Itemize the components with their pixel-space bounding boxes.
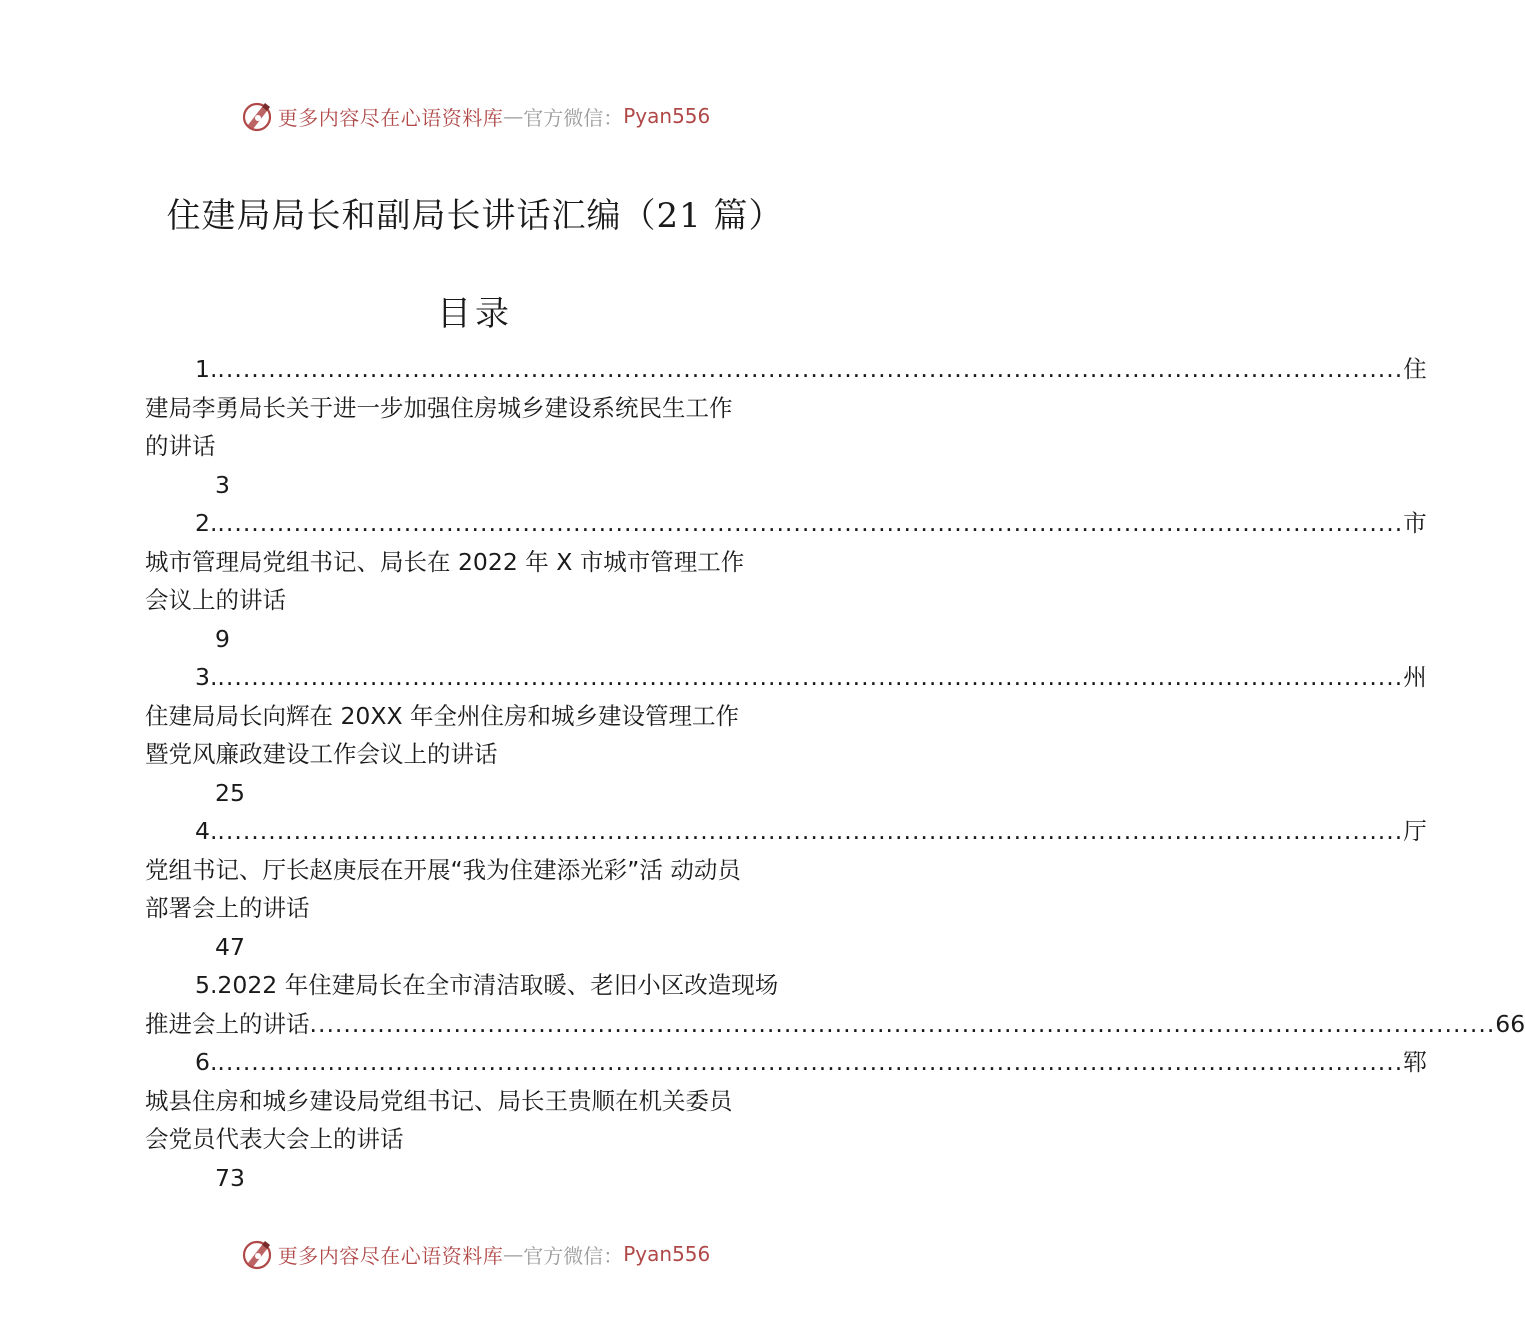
toc-entry-number: 2. bbox=[195, 509, 218, 537]
table-of-contents bbox=[145, 350, 1525, 1197]
banner-separator: — bbox=[503, 104, 524, 128]
banner-separator: — bbox=[503, 1242, 524, 1266]
leader-dots: ............................................................................................................................................ bbox=[217, 509, 1404, 537]
document-title: 住建局局长和副局长讲话汇编（21 篇） bbox=[166, 196, 784, 236]
toc-entry-page: 3 bbox=[215, 470, 230, 499]
pen-logo-icon bbox=[240, 1237, 274, 1271]
toc-entry-lead bbox=[145, 1005, 1525, 1044]
wechat-id: Pyan556 bbox=[623, 104, 711, 128]
toc-entry-text: 的讲话 bbox=[145, 432, 216, 460]
toc-entry-text: 城县住房和城乡建设局党组书记、局长王贵顺在机关委员 bbox=[145, 1086, 733, 1115]
toc-entry-number: 1. bbox=[195, 355, 218, 383]
toc-entry-page: 9 bbox=[215, 624, 230, 653]
toc-entry-head-char: 住 bbox=[1403, 355, 1427, 383]
toc-entry[interactable] bbox=[145, 812, 1427, 966]
toc-entry-text: 党组书记、厅长赵庚辰在开展“我为住建添光彩”活 动动员 bbox=[145, 855, 741, 884]
wechat-id: Pyan556 bbox=[623, 1242, 711, 1266]
toc-entry-text: 推进会上的讲话 bbox=[145, 1009, 310, 1038]
header-banner bbox=[0, 96, 950, 136]
toc-entry-head-char: 州 bbox=[1403, 663, 1427, 691]
toc-entry-text: 建局李勇局长关于进一步加强住房城乡建设系统民生工作 bbox=[145, 393, 733, 422]
toc-entry-text: 暨党风廉政建设工作会议上的讲话 bbox=[145, 740, 498, 768]
toc-entry-lead bbox=[145, 1043, 1427, 1082]
toc-entry-text: 部署会上的讲话 bbox=[145, 894, 310, 922]
toc-entry-text: 城市管理局党组书记、局长在 2022 年 X 市城市管理工作 bbox=[145, 547, 745, 576]
leader-dots: ............................................................................................................................................ bbox=[309, 1009, 1496, 1038]
toc-entry-head-char: 厅 bbox=[1403, 817, 1427, 845]
brand-text: 更多内容尽在心语资料库 bbox=[277, 1243, 504, 1268]
leader-dots: ............................................................................................................................................ bbox=[217, 355, 1404, 383]
toc-entry-text: 会议上的讲话 bbox=[145, 586, 286, 614]
toc-entry-page: 66 bbox=[1495, 1009, 1525, 1038]
toc-entry-number: 3. bbox=[195, 663, 218, 691]
toc-entry-head-char: 郓 bbox=[1403, 1048, 1427, 1076]
toc-entry[interactable] bbox=[145, 966, 1525, 1043]
toc-entry-number: 4. bbox=[195, 817, 218, 845]
leader-dots: ............................................................................................................................................ bbox=[217, 1048, 1404, 1076]
toc-entry[interactable] bbox=[145, 504, 1427, 658]
toc-entry[interactable] bbox=[145, 1043, 1427, 1197]
wechat-label: 官方微信： bbox=[523, 105, 624, 130]
wechat-label: 官方微信： bbox=[523, 1243, 624, 1268]
toc-entry-text: 5.2022 年住建局长在全市清洁取暖、老旧小区改造现场 bbox=[195, 971, 779, 999]
pen-logo-icon bbox=[240, 99, 274, 133]
leader-dots: ............................................................................................................................................ bbox=[217, 817, 1404, 845]
toc-entry[interactable] bbox=[145, 658, 1427, 812]
leader-dots: ............................................................................................................................................ bbox=[217, 663, 1404, 691]
toc-entry[interactable] bbox=[145, 350, 1427, 504]
toc-entry-text: 会党员代表大会上的讲话 bbox=[145, 1125, 404, 1153]
brand-text: 更多内容尽在心语资料库 bbox=[277, 105, 504, 130]
toc-entry-lead bbox=[145, 504, 1427, 543]
toc-entry-lead bbox=[145, 350, 1427, 389]
toc-entry-number: 6. bbox=[195, 1048, 218, 1076]
footer-banner bbox=[0, 1234, 950, 1274]
toc-entry-lead bbox=[145, 812, 1427, 851]
toc-entry-page: 73 bbox=[215, 1163, 245, 1192]
toc-entry-page: 25 bbox=[215, 778, 245, 807]
toc-entry-lead bbox=[145, 658, 1427, 697]
toc-heading: 目录 bbox=[437, 294, 513, 334]
toc-entry-head-char: 市 bbox=[1403, 509, 1427, 537]
toc-entry-text: 住建局局长向辉在 20XX 年全州住房和城乡建设管理工作 bbox=[145, 701, 740, 730]
toc-entry-page: 47 bbox=[215, 932, 245, 961]
